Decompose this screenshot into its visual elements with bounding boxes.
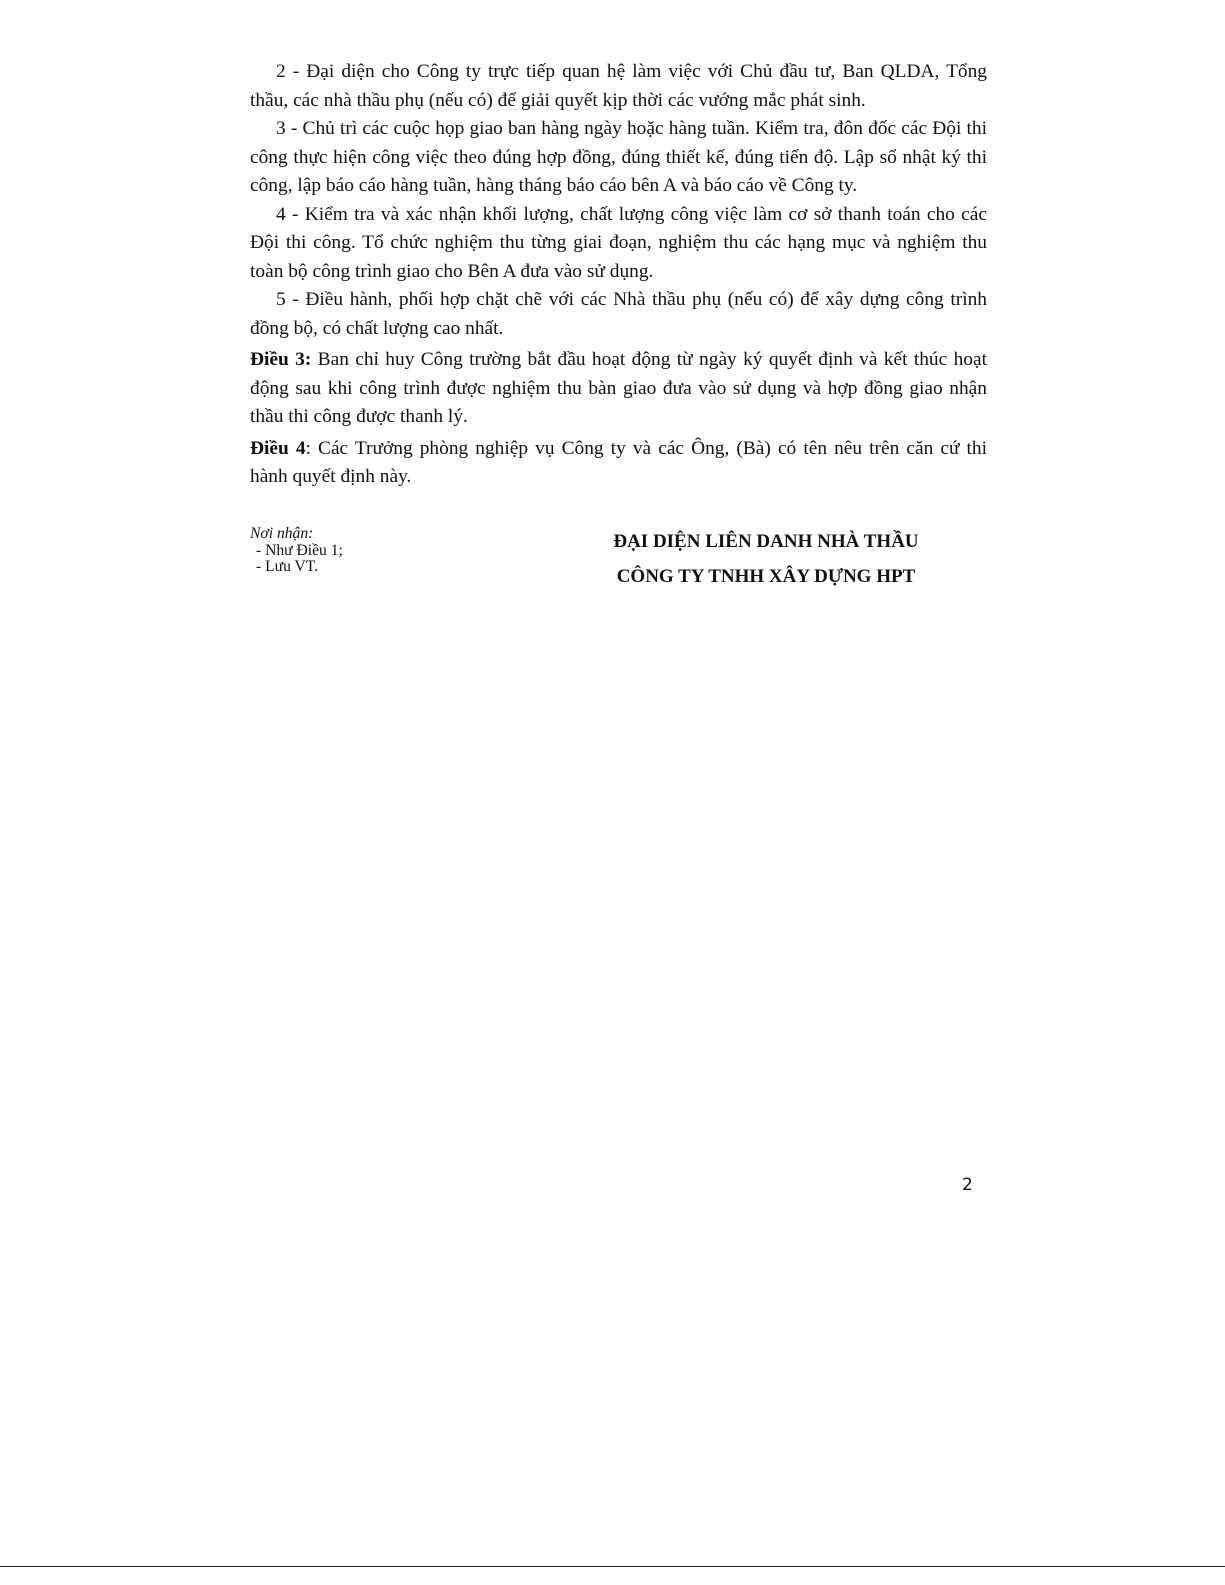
recipients-heading: Nơi nhận: (250, 525, 314, 542)
page-bottom-divider (0, 1566, 1225, 1567)
signature-title-line-1: ĐẠI DIỆN LIÊN DANH NHÀ THẦU (613, 531, 919, 552)
signature-title-line-2: CÔNG TY TNHH XÂY DỰNG HPT (616, 566, 916, 587)
recipient-item: - Lưu VT. (256, 558, 319, 575)
article-4 (250, 435, 987, 492)
article-4-text: : Các Trưởng phòng nghiệp vụ Công ty và các Ông, (Bà) có tên nêu trên căn cứ thi hành quyết định này. (250, 437, 988, 487)
article-4-label: Điều 4 (250, 437, 306, 459)
signature-block (560, 524, 972, 594)
article-3-label: Điều 3: (250, 349, 312, 370)
recipients-block (250, 526, 343, 576)
duty-item-2: 2 - Đại diện cho Công ty trực tiếp quan hệ làm việc với Chủ đầu tư, Ban QLDA, Tổng thầu, các nhà thầu phụ (nếu có) để giải quyết kịp thời các vướng mắc phát sinh. (250, 61, 987, 111)
duty-item-4: 4 - Kiểm tra và xác nhận khối lượng, chất lượng công việc làm cơ sở thanh toán cho các Đội thi công. Tổ chức nghiệm thu từng giai đoạn, nghiệm thu các hạng mục và nghiệm thu toàn bộ công trình giao cho Bên A đưa vào sử dụng. (250, 203, 987, 282)
page-number: 2 (962, 1175, 973, 1195)
article-3 (250, 346, 987, 432)
document-body (250, 58, 987, 492)
duty-item-5: 5 - Điều hành, phối hợp chặt chẽ với các Nhà thầu phụ (nếu có) để xây dựng công trình đồng bộ, có chất lượng cao nhất. (250, 289, 987, 339)
duty-item-3: 3 - Chủ trì các cuộc họp giao ban hàng ngày hoặc hàng tuần. Kiểm tra, đôn đốc các Đội thi công thực hiện công việc theo đúng hợp đồng, đúng thiết kế, đúng tiến độ. Lập sổ nhật ký thi công, lập báo cáo hàng tuần, hàng tháng báo cáo bên A và báo cáo về Công ty. (250, 118, 987, 196)
recipient-item: - Như Điều 1; (256, 541, 343, 559)
article-3-text: Ban chỉ huy Công trường bắt đầu hoạt động từ ngày ký quyết định và kết thúc hoạt động sau khi công trình được nghiệm thu bàn giao đưa vào sử dụng và hợp đồng giao nhận thầu thi công được thanh lý. (250, 349, 987, 427)
